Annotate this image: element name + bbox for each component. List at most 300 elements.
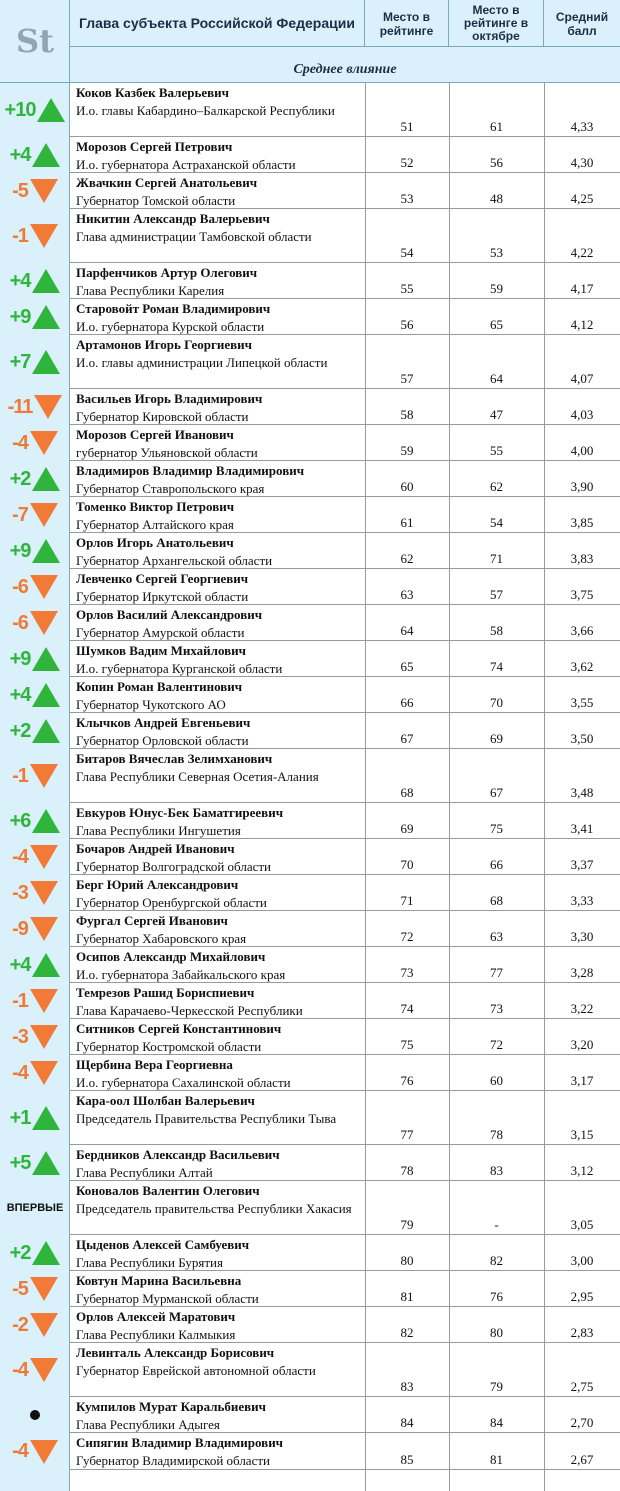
header-average: Средний балл: [555, 9, 609, 38]
score-value: 3,20: [570, 1037, 594, 1052]
score-value: 4,03: [570, 407, 594, 422]
leader-title: Губернатор Архангельской области: [76, 553, 273, 568]
leader-title: Губернатор Томской области: [76, 193, 236, 208]
october-value: 61: [490, 119, 503, 134]
october-value: 66: [490, 857, 503, 872]
leader-cell: [76, 570, 361, 606]
leader-title: Глава Республики Алтай: [76, 1165, 213, 1180]
october-value: 68: [490, 893, 503, 908]
leader-title: Глава администрации Тамбовской области: [76, 229, 312, 244]
change-cell: [0, 749, 70, 803]
leader-title: Губернатор Оренбургской области: [76, 895, 267, 910]
leader-cell: [76, 1020, 361, 1056]
score-value: 4,25: [570, 191, 594, 206]
leader-cell: [76, 876, 361, 912]
leader-cell: [76, 138, 361, 174]
score-value: 3,66: [570, 623, 594, 638]
change-cell: [0, 947, 70, 983]
october-value: 69: [490, 731, 503, 746]
change-sidebar: [0, 0, 70, 1491]
leader-name: Кумпилов Мурат Каральбиевич: [76, 1399, 267, 1414]
place-value: 78: [400, 1163, 414, 1178]
table-row: [70, 173, 620, 209]
october-value: 83: [490, 1163, 503, 1178]
change-cell: [0, 605, 70, 641]
leader-name: Орлов Василий Александрович: [76, 607, 263, 622]
leader-cell: [76, 390, 361, 426]
table-row: [70, 839, 620, 875]
leader-name: Томенко Виктор Петрович: [76, 499, 235, 514]
change-value: +9: [9, 647, 31, 670]
leader-name: Ковтун Марина Васильевна: [76, 1273, 242, 1288]
change-cell: [0, 1343, 70, 1397]
place-value: 81: [400, 1289, 414, 1304]
change-cell: [0, 641, 70, 677]
triangle-up-icon: [32, 1106, 60, 1130]
leader-name: Васильев Игорь Владимирович: [76, 391, 263, 406]
triangle-down-icon: [30, 611, 58, 635]
triangle-up-icon: [32, 953, 60, 977]
triangle-down-icon: [30, 503, 58, 527]
table-row: [70, 1181, 620, 1235]
triangle-up-icon: [32, 539, 60, 563]
leader-cell: [76, 948, 361, 984]
score-value: 3,50: [570, 731, 594, 746]
change-value: -4: [12, 1358, 28, 1381]
triangle-up-icon: [32, 269, 60, 293]
table-row: [70, 605, 620, 641]
place-value: 67: [400, 731, 414, 746]
table-row: [70, 569, 620, 605]
change-value: -11: [7, 395, 33, 418]
october-value: 74: [490, 659, 503, 674]
triangle-down-icon: [30, 179, 58, 203]
change-cell: [0, 1019, 70, 1055]
october-value: 71: [490, 551, 503, 566]
place-value: 52: [400, 155, 414, 170]
triangle-up-icon: [32, 350, 60, 374]
place-value: 79: [400, 1217, 414, 1232]
october-value: 67: [490, 785, 503, 800]
score-value: 3,55: [570, 695, 594, 710]
leader-title: губернатор Ульяновской области: [76, 445, 258, 460]
leader-name: Артамонов Игорь Георгиевич: [76, 337, 252, 352]
score-value: 3,37: [570, 857, 594, 872]
leader-name: Коков Казбек Валерьевич: [76, 85, 229, 100]
change-cell: [0, 713, 70, 749]
change-cell: [0, 983, 70, 1019]
leader-name: Морозов Сергей Петрович: [76, 139, 233, 154]
leader-cell: [76, 534, 361, 570]
change-cell: [0, 299, 70, 335]
leader-name: Левинталь Александр Борисович: [76, 1345, 275, 1360]
place-value: 80: [400, 1253, 414, 1268]
triangle-down-icon: [30, 1061, 58, 1085]
change-cell: [0, 335, 70, 389]
october-value: 64: [490, 371, 503, 386]
leader-cell: [76, 840, 361, 876]
leader-cell: [76, 912, 361, 948]
change-value: -4: [12, 431, 28, 454]
october-value: 78: [490, 1127, 503, 1142]
table-row: [70, 461, 620, 497]
october-value: 48: [490, 191, 503, 206]
header-october: Место в рейтинге в октябре: [449, 0, 544, 47]
october-value: 58: [490, 623, 503, 638]
leader-title: Губернатор Волгоградской области: [76, 859, 272, 874]
triangle-up-icon: [32, 719, 60, 743]
change-value: -4: [12, 845, 28, 868]
leader-cell: [76, 1182, 361, 1218]
change-value: +10: [4, 98, 36, 121]
triangle-down-icon: [30, 1440, 58, 1464]
change-value: +2: [9, 719, 31, 742]
place-value: 56: [400, 317, 414, 332]
triangle-down-icon: [30, 881, 58, 905]
place-value: 73: [400, 965, 414, 980]
table-row: [70, 1145, 620, 1181]
change-value: -4: [12, 1440, 28, 1462]
october-value: 54: [490, 515, 503, 530]
score-value: 3,41: [570, 821, 594, 836]
leader-title: Губернатор Амурской области: [76, 625, 245, 640]
triangle-up-icon: [32, 467, 60, 491]
place-value: 59: [400, 443, 414, 458]
table-row: [70, 425, 620, 461]
change-cell: [0, 83, 70, 137]
table-row: [70, 263, 620, 299]
leader-name: Левченко Сергей Георгиевич: [76, 571, 249, 586]
change-cell: [0, 1307, 70, 1343]
score-value: 4,07: [570, 371, 594, 386]
leader-title: И.о. губернатора Курганской области: [76, 661, 283, 676]
table-row: [70, 533, 620, 569]
leader-cell: [76, 606, 361, 642]
october-value: 81: [490, 1452, 503, 1467]
leader-name: Никитин Александр Валерьевич: [76, 211, 270, 226]
table-row: [70, 1091, 620, 1145]
change-value: -1: [12, 989, 28, 1012]
leader-cell: [76, 264, 361, 300]
change-cell: [0, 803, 70, 839]
leader-title: Губернатор Мурманской области: [76, 1291, 259, 1306]
triangle-down-icon: [34, 395, 62, 419]
leader-title: Глава Республики Ингушетия: [76, 823, 241, 838]
october-value: 63: [490, 929, 503, 944]
triangle-up-icon: [32, 305, 60, 329]
table-row: [70, 1235, 620, 1271]
table-row: [70, 947, 620, 983]
table-row: [70, 983, 620, 1019]
score-value: 4,33: [570, 119, 594, 134]
place-value: 83: [400, 1379, 414, 1394]
leader-title: Губернатор Иркутской области: [76, 589, 249, 604]
leader-title: Губернатор Кировской области: [76, 409, 249, 424]
leader-name: Евкуров Юнус-Бек Баматгиреевич: [76, 805, 284, 820]
change-cell: [0, 1433, 70, 1470]
leader-name: Осипов Александр Михайлович: [76, 949, 266, 964]
leader-cell: [76, 300, 361, 336]
table-row: [70, 299, 620, 335]
place-value: 64: [400, 623, 414, 638]
score-value: 3,22: [570, 1001, 594, 1016]
leader-title: И.о. губернатора Астраханской области: [76, 157, 296, 172]
change-value: -6: [12, 575, 28, 598]
place-value: 54: [400, 245, 414, 260]
change-value: +9: [9, 539, 31, 562]
change-cell: [0, 1181, 70, 1235]
score-value: 3,05: [570, 1217, 594, 1232]
change-cell: [0, 1091, 70, 1145]
leader-title: Губернатор Алтайского края: [76, 517, 234, 532]
table-row: [70, 1055, 620, 1091]
change-value: +4: [9, 953, 31, 976]
change-column: [0, 0, 70, 1491]
october-value: 77: [490, 965, 503, 980]
leader-cell: [76, 1236, 361, 1272]
place-value: 84: [400, 1415, 414, 1430]
score-value: 2,83: [570, 1325, 594, 1340]
leader-cell: [76, 1146, 361, 1182]
triangle-down-icon: [30, 1313, 58, 1337]
score-value: 3,75: [570, 587, 594, 602]
change-value: +9: [9, 305, 31, 328]
october-value: 53: [490, 245, 503, 260]
october-value: 79: [490, 1379, 503, 1394]
leader-title: Губернатор Еврейской автономной области: [76, 1363, 316, 1378]
change-cell: [0, 533, 70, 569]
score-value: 3,00: [570, 1253, 594, 1268]
leader-cell: [76, 678, 361, 714]
leader-cell: [76, 642, 361, 678]
place-value: 70: [400, 857, 414, 872]
triangle-down-icon: [30, 1025, 58, 1049]
score-value: 2,95: [570, 1289, 594, 1304]
change-cell: [0, 263, 70, 299]
leader-cell: [76, 498, 361, 534]
place-value: 63: [400, 587, 414, 602]
new-entry-label: ВПЕРВЫЕ: [6, 1202, 64, 1214]
score-value: 4,22: [570, 245, 594, 260]
leader-title: Губернатор Орловской области: [76, 733, 249, 748]
leader-cell: [76, 984, 361, 1020]
table-row: [70, 335, 620, 389]
leader-title: Председатель Правительства Республики Тыва: [76, 1111, 337, 1126]
change-value: -2: [12, 1313, 28, 1336]
change-value: -5: [12, 1277, 28, 1300]
change-cell: [0, 497, 70, 533]
october-value: -: [494, 1217, 499, 1232]
table-row: [70, 749, 620, 803]
place-value: 62: [400, 551, 414, 566]
score-value: 4,17: [570, 281, 594, 296]
score-value: 4,12: [570, 317, 594, 332]
leader-name: Старовойт Роман Владимирович: [76, 301, 271, 316]
score-value: 3,85: [570, 515, 594, 530]
score-value: 3,48: [570, 785, 594, 800]
table-row: [70, 389, 620, 425]
change-cell: [0, 1397, 70, 1433]
change-cell: [0, 839, 70, 875]
triangle-down-icon: [30, 917, 58, 941]
leader-name: Щербина Вера Георгиевна: [76, 1057, 233, 1072]
leader-name: Парфенчиков Артур Олегович: [76, 265, 258, 280]
leader-cell: [76, 714, 361, 750]
place-value: 57: [400, 371, 414, 386]
change-cell: [0, 1271, 70, 1307]
change-cell: [0, 425, 70, 461]
score-value: 2,67: [570, 1452, 594, 1467]
leader-title: Глава Республики Карелия: [76, 283, 225, 298]
triangle-up-icon: [32, 1241, 60, 1265]
triangle-down-icon: [30, 764, 58, 788]
october-value: 62: [490, 479, 503, 494]
place-value: 53: [400, 191, 414, 206]
score-value: 3,12: [570, 1163, 594, 1178]
score-value: 4,30: [570, 155, 594, 170]
change-cell: [0, 569, 70, 605]
leader-name: Кара-оол Шолбан Валерьевич: [76, 1093, 255, 1108]
leader-name: Жвачкин Сергей Анатольевич: [76, 175, 258, 190]
leader-name: Копин Роман Валентинович: [76, 679, 243, 694]
change-value: +2: [9, 1241, 31, 1264]
place-value: 51: [400, 119, 414, 134]
triangle-up-icon: [32, 647, 60, 671]
change-value: -3: [12, 1025, 28, 1048]
triangle-down-icon: [30, 224, 58, 248]
table-row: [70, 83, 620, 137]
table-row: [70, 641, 620, 677]
change-value: +4: [9, 143, 31, 166]
triangle-down-icon: [30, 1358, 58, 1382]
leader-title: Председатель правительства Республики Хакасия: [76, 1201, 352, 1216]
score-value: 3,83: [570, 551, 594, 566]
place-value: 71: [400, 893, 414, 908]
change-cell: [0, 875, 70, 911]
table-row: [70, 911, 620, 947]
leader-name: Темрезов Рашид Бориспиевич: [76, 985, 255, 1000]
triangle-down-icon: [30, 575, 58, 599]
table-row: [70, 1307, 620, 1343]
change-value: -4: [12, 1061, 28, 1084]
change-cell: [0, 1055, 70, 1091]
table-row: [70, 803, 620, 839]
triangle-up-icon: [37, 98, 65, 122]
change-value: -5: [12, 179, 28, 202]
score-value: 3,33: [570, 893, 594, 908]
change-cell: [0, 1235, 70, 1271]
score-value: 3,90: [570, 479, 594, 494]
table-row: [70, 1019, 620, 1055]
leader-cell: [76, 336, 361, 372]
header-place: Место в рейтинге: [365, 0, 449, 47]
october-value: 76: [490, 1289, 503, 1304]
leader-title: Губернатор Владимирской области: [76, 1453, 270, 1468]
leader-cell: [76, 174, 361, 210]
score-value: 3,15: [570, 1127, 594, 1142]
leader-cell: [76, 426, 361, 462]
score-value: 2,70: [570, 1415, 594, 1430]
leader-title: Глава Карачаево-Черкесской Республики: [76, 1003, 303, 1018]
leader-name: Орлов Алексей Маратович: [76, 1309, 236, 1324]
change-value: +4: [9, 269, 31, 292]
table-row: [70, 209, 620, 263]
change-cell: [0, 461, 70, 497]
change-cell: [0, 911, 70, 947]
change-cell: [0, 1145, 70, 1181]
header-name: Глава субъекта Российской Федерации: [70, 0, 365, 47]
change-value: +1: [9, 1106, 31, 1129]
october-value: 73: [490, 1001, 503, 1016]
october-value: 80: [490, 1325, 503, 1340]
place-value: 65: [400, 659, 414, 674]
october-value: 60: [490, 1073, 503, 1088]
leader-name: Коновалов Валентин Олегович: [76, 1183, 260, 1198]
october-value: 47: [490, 407, 503, 422]
score-value: 3,28: [570, 965, 594, 980]
change-cell: [0, 677, 70, 713]
leader-cell: [76, 1092, 361, 1128]
leader-cell: [76, 1056, 361, 1092]
change-value: -1: [12, 764, 28, 787]
october-value: 75: [490, 821, 503, 836]
change-cell: [0, 389, 70, 425]
leader-name: Цыденов Алексей Самбуевич: [76, 1237, 250, 1252]
table-row: [70, 1397, 620, 1433]
change-value: -3: [12, 881, 28, 904]
score-value: 2,75: [570, 1379, 594, 1394]
leader-cell: [76, 1272, 361, 1308]
change-value: +5: [9, 1151, 31, 1174]
change-cell: [0, 209, 70, 263]
table-row: [70, 137, 620, 173]
october-value: 70: [490, 695, 503, 710]
table-row: [70, 713, 620, 749]
score-value: 3,62: [570, 659, 594, 674]
triangle-up-icon: [32, 809, 60, 833]
place-value: 55: [400, 281, 414, 296]
leader-name: Клычков Андрей Евгеньевич: [76, 715, 251, 730]
place-value: 66: [400, 695, 414, 710]
leader-title: И.о. губернатора Курской области: [76, 319, 265, 334]
leader-title: Губернатор Костромской области: [76, 1039, 262, 1054]
place-value: 74: [400, 1001, 414, 1016]
leader-name: Битаров Вячеслав Зелимханович: [76, 751, 273, 766]
place-value: 58: [400, 407, 414, 422]
leader-title: Глава Республики Бурятия: [76, 1255, 223, 1270]
october-value: 82: [490, 1253, 503, 1268]
leader-name: Сипягин Владимир Владимирович: [76, 1435, 284, 1450]
october-value: 57: [490, 587, 503, 602]
table-row: [70, 1271, 620, 1307]
place-value: 76: [400, 1073, 414, 1088]
october-value: 55: [490, 443, 503, 458]
leader-name: Орлов Игорь Анатольевич: [76, 535, 234, 550]
score-value: 4,00: [570, 443, 594, 458]
change-value: -7: [12, 503, 28, 526]
leader-cell: [76, 1398, 361, 1434]
october-value: 84: [490, 1415, 503, 1430]
place-value: 60: [400, 479, 414, 494]
place-value: 82: [400, 1325, 414, 1340]
leader-name: Бердников Александр Васильевич: [76, 1147, 280, 1162]
triangle-up-icon: [32, 1151, 60, 1175]
table-row: [70, 1343, 620, 1397]
change-value: +7: [9, 350, 31, 373]
leader-name: Бочаров Андрей Иванович: [76, 841, 235, 856]
leader-name: Ситников Сергей Константинович: [76, 1021, 282, 1036]
change-value: -6: [12, 611, 28, 634]
